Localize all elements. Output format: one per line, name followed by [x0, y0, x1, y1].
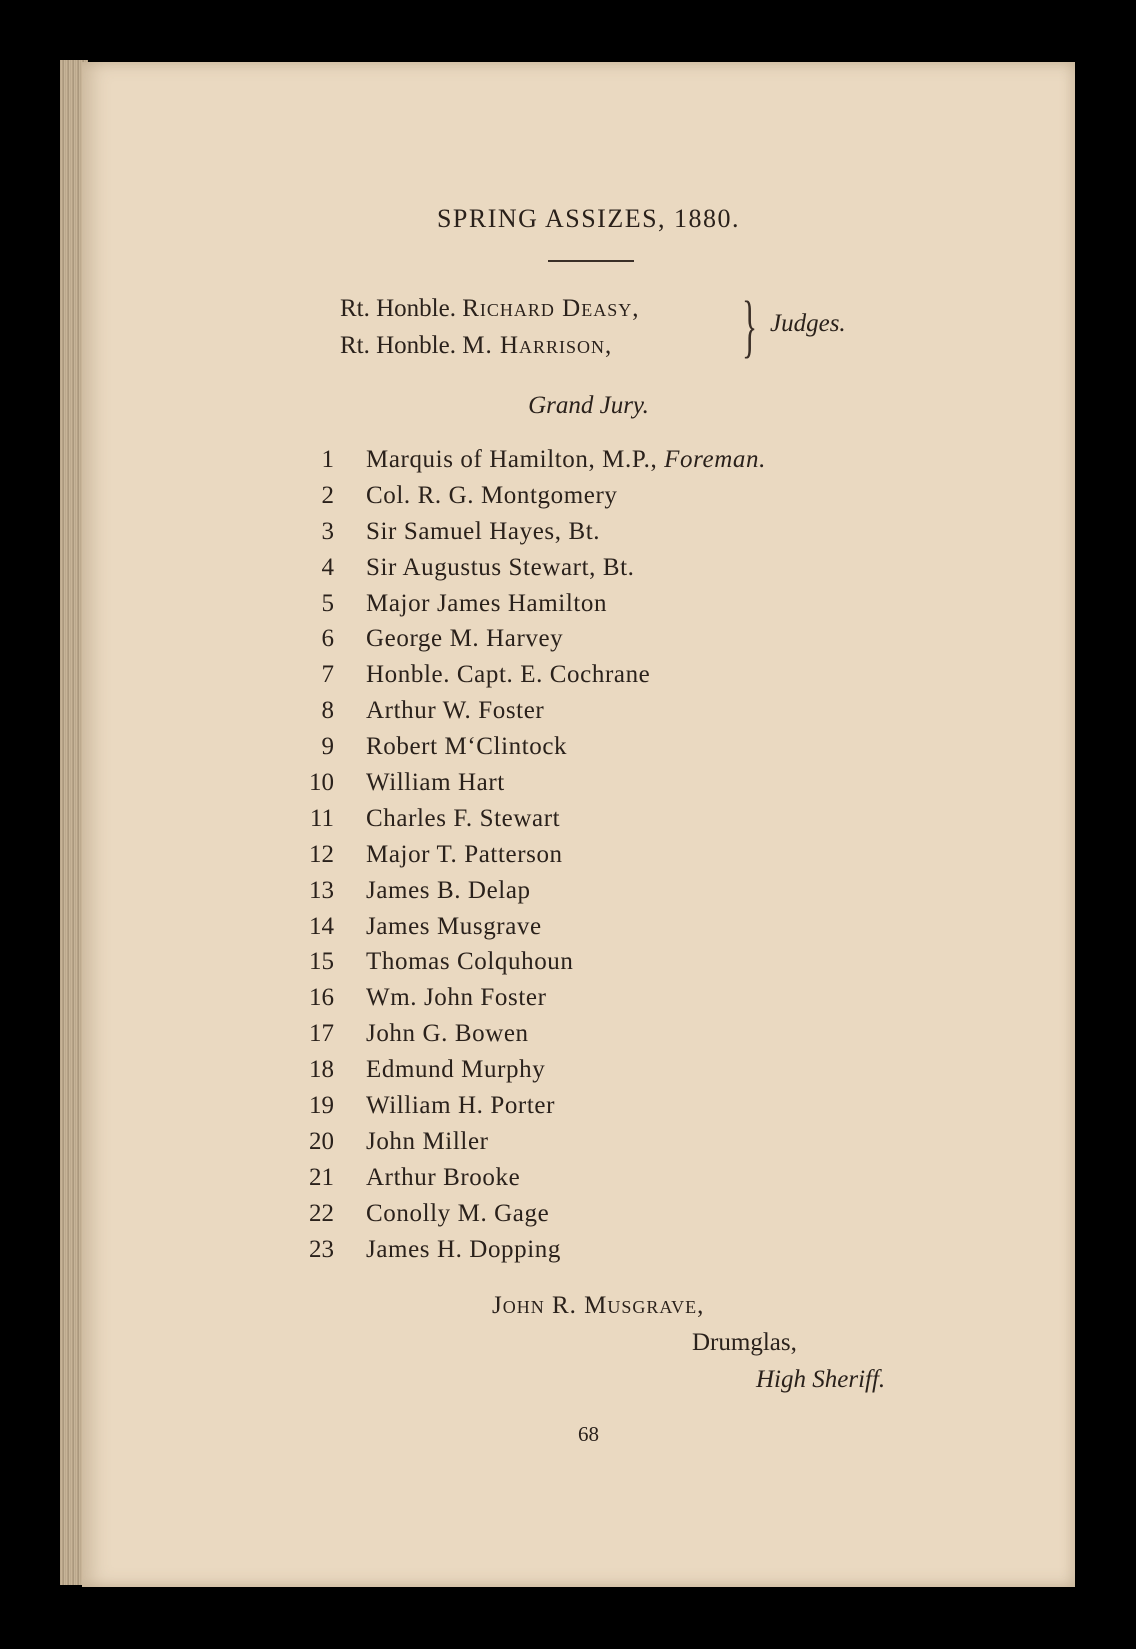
jury-member [82, 550, 1075, 586]
judge-prefix: Rt. Honble. [340, 332, 456, 359]
jury-member-entry [366, 801, 560, 836]
jury-member-name: Sir Augustus Stewart, Bt. [366, 553, 635, 581]
jury-member-entry [366, 1016, 529, 1051]
jury-member-name: Charles F. Stewart [366, 804, 561, 832]
jury-member-entry [366, 837, 563, 872]
jury-member [82, 1124, 1075, 1160]
jury-member-entry [366, 1052, 545, 1087]
grand-jury-title: Grand Jury. [528, 392, 649, 419]
jury-member-entry [366, 693, 544, 728]
jury-member-number: 18 [309, 1056, 334, 1084]
judge-entry [340, 290, 639, 327]
judge-name: Richard Deasy, [462, 295, 640, 322]
jury-member-entry [366, 586, 607, 621]
jury-member [82, 478, 1075, 514]
jury-member [82, 1088, 1075, 1124]
jury-member [82, 837, 1075, 873]
jury-member-role: Foreman. [664, 446, 766, 473]
page-heading: SPRING ASSIZES, 1880. [436, 204, 741, 233]
jury-member-number: 5 [321, 589, 334, 617]
jury-member-number: 9 [321, 733, 334, 761]
jury-member [82, 1232, 1075, 1268]
jury-member-name: James H. Dopping [366, 1235, 562, 1263]
jury-member-number: 17 [309, 1020, 334, 1048]
jury-member-entry [366, 1196, 549, 1231]
jury-member-name: Arthur Brooke [366, 1163, 521, 1191]
jury-member-entry [366, 621, 563, 656]
jury-member [82, 944, 1075, 980]
jury-member [82, 693, 1075, 729]
heading-rule [548, 260, 634, 262]
jury-member [82, 1160, 1075, 1196]
jury-member-number: 8 [321, 697, 334, 725]
sheriff-place: Drumglas, [692, 1329, 797, 1356]
jury-member-entry [366, 442, 766, 477]
jury-member-entry [366, 514, 600, 549]
jury-member-name: Wm. John Foster [366, 984, 547, 1012]
jury-member-number: 13 [309, 876, 334, 904]
jury-member-number: 1 [321, 446, 334, 473]
jury-member-name: George M. Harvey [366, 625, 564, 653]
jury-member-number: 15 [309, 948, 334, 976]
jury-member-number: 16 [309, 984, 334, 1012]
jury-member-number: 19 [309, 1092, 334, 1120]
jury-member-entry [366, 478, 618, 513]
jury-member-entry [366, 729, 567, 764]
jury-member-name: William Hart [366, 769, 505, 797]
jury-member [82, 729, 1075, 765]
jury-member-number: 12 [309, 840, 334, 868]
jury-member-entry [366, 550, 635, 585]
page-number: 68 [578, 1422, 599, 1446]
jury-member-name: William H. Porter [366, 1092, 556, 1120]
jury-member [82, 621, 1075, 657]
jury-member [82, 442, 1075, 478]
jury-member-entry [366, 657, 650, 692]
jury-member-name: John G. Bowen [366, 1020, 529, 1048]
jury-member-name: Col. R. G. Montgomery [366, 481, 618, 509]
jury-member-name: Arthur W. Foster [366, 697, 545, 725]
jury-member-number: 20 [309, 1127, 334, 1155]
jury-member-number: 6 [321, 625, 334, 653]
jury-member-entry [366, 1232, 561, 1267]
judges-list [340, 290, 639, 364]
jury-member-number: 3 [321, 517, 334, 545]
judges-brace: } [742, 288, 758, 365]
jury-member-number: 21 [309, 1163, 334, 1191]
judge-name: M. Harrison, [462, 332, 613, 359]
jury-member-entry [366, 909, 542, 944]
jury-member [82, 801, 1075, 837]
jury-member [82, 909, 1075, 945]
jury-member-entry [366, 765, 505, 800]
jury-member-number: 7 [321, 661, 334, 689]
judge-prefix: Rt. Honble. [340, 295, 456, 322]
jury-member-number: 11 [309, 804, 334, 832]
judge-entry [340, 327, 639, 364]
jury-member [82, 1052, 1075, 1088]
jury-member-name: James Musgrave [366, 912, 542, 940]
jury-member-name: Robert M‘Clintock [366, 733, 568, 761]
jury-member-name: Sir Samuel Hayes, Bt. [366, 517, 601, 545]
jury-member-number: 4 [321, 553, 334, 581]
jury-member-entry [366, 1088, 555, 1123]
jury-member-entry [366, 873, 531, 908]
jury-member [82, 586, 1075, 622]
jury-member-name: Thomas Colquhoun [366, 948, 574, 976]
jury-member-entry [366, 1160, 520, 1195]
jury-member-name: James B. Delap [366, 876, 531, 904]
jury-member-number: 14 [309, 912, 334, 940]
jury-member-name: Major T. Patterson [366, 840, 563, 868]
jury-member-name: John Miller [366, 1127, 489, 1155]
jury-member-name: Major James Hamilton [366, 589, 608, 617]
jury-member-name: Honble. Capt. E. Cochrane [366, 661, 651, 689]
jury-member-entry [366, 1124, 489, 1159]
jury-member [82, 980, 1075, 1016]
jury-member [82, 657, 1075, 693]
sheriff-title: High Sheriff. [756, 1366, 886, 1393]
jury-member-number: 2 [321, 481, 334, 509]
jury-member-name: Marquis of Hamilton, M.P., [366, 446, 658, 473]
jury-member [82, 514, 1075, 550]
jury-member [82, 1016, 1075, 1052]
jury-member-entry [366, 980, 547, 1015]
jury-member-number: 22 [309, 1199, 334, 1227]
jury-member-number: 10 [309, 769, 334, 797]
judges-label: Judges. [770, 310, 846, 337]
jury-member-number: 23 [309, 1235, 334, 1263]
grand-jury-list [82, 442, 1075, 1267]
jury-member [82, 1196, 1075, 1232]
sheriff-name: John R. Musgrave, [492, 1292, 705, 1319]
jury-member [82, 873, 1075, 909]
jury-member-name: Conolly M. Gage [366, 1199, 550, 1227]
book-page [82, 62, 1075, 1587]
jury-member [82, 765, 1075, 801]
jury-member-name: Edmund Murphy [366, 1056, 546, 1084]
jury-member-entry [366, 944, 574, 979]
